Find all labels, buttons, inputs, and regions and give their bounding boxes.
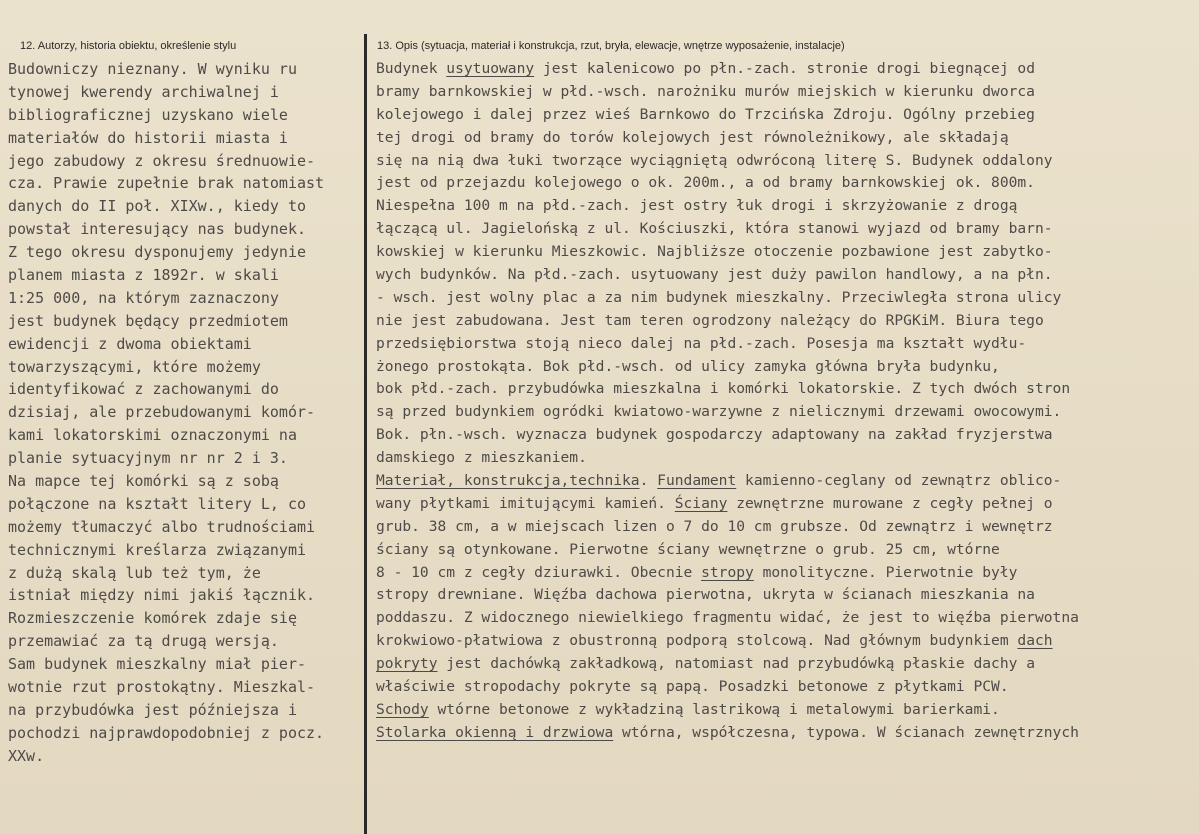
right-column-line bbox=[376, 607, 1198, 630]
text-segment: danych do II poł. XIXw., kiedy to bbox=[8, 197, 307, 216]
left-column-line bbox=[8, 356, 360, 379]
text-segment: połączone na kształt litery L, co bbox=[8, 494, 307, 513]
right-column-line bbox=[376, 310, 1198, 333]
text-segment: kowskiej w kierunku Mieszkowic. Najbliższe otoczenie pozbawione jest zabytko- bbox=[376, 243, 1053, 261]
left-column-line bbox=[8, 562, 360, 585]
text-segment: Budynek bbox=[376, 60, 447, 77]
text-segment: powstał interesujący nas budynek. bbox=[8, 220, 307, 239]
left-column-line bbox=[8, 310, 360, 333]
left-column-line bbox=[8, 58, 360, 81]
text-segment: materiałów do historii miasta i bbox=[8, 128, 288, 147]
text-segment: pochodzi najprawdopodobniej z pocz. bbox=[8, 723, 325, 742]
underlined-heading: dach bbox=[1017, 632, 1053, 650]
text-segment: towarzyszącymi, które możemy bbox=[8, 357, 261, 376]
left-column-header: 12. Autorzy, historia obiektu, określenie stylu bbox=[20, 40, 237, 52]
right-column-line bbox=[376, 584, 1198, 607]
text-segment: wych budynków. Na płd.-zach. usytuowany jest duży pawilon handlowy, a na płn. bbox=[376, 266, 1053, 284]
text-segment: na przybudówka jest późniejsza i bbox=[8, 700, 297, 719]
right-column-line bbox=[376, 287, 1198, 310]
text-segment: przemawiać za tą drugą wersją. bbox=[8, 632, 279, 651]
right-column-line bbox=[376, 356, 1198, 379]
left-column-line bbox=[8, 241, 360, 264]
right-column-line bbox=[376, 378, 1198, 401]
right-column-line bbox=[376, 722, 1198, 745]
text-segment: jest kalenicowo po płn.-zach. stronie drogi biegnącej od bbox=[534, 60, 1035, 77]
right-column-text bbox=[376, 58, 1198, 745]
left-column-line bbox=[8, 264, 360, 287]
text-segment: stropy drewniane. Więźba dachowa pierwotna, ukryta w ścianach mieszkania na bbox=[376, 586, 1035, 604]
right-column-line bbox=[376, 516, 1198, 539]
underlined-heading: usytuowany bbox=[446, 60, 535, 77]
text-segment: identyfikować z zachowanymi do bbox=[8, 380, 279, 399]
underlined-heading: Schody bbox=[376, 700, 429, 718]
left-column-line bbox=[8, 584, 360, 607]
text-segment: dzisiaj, ale przebudowanymi komór- bbox=[8, 403, 316, 422]
left-column-line bbox=[8, 287, 360, 310]
text-segment: grub. 38 cm, a w miejscach lizen o 7 do 10 cm grubsze. Od zewnątrz i wewnętrz bbox=[376, 517, 1053, 535]
underlined-heading: stropy bbox=[701, 563, 754, 581]
right-column-line bbox=[376, 81, 1198, 104]
left-column-line bbox=[8, 195, 360, 218]
text-segment: żonego prostokąta. Bok płd.-wsch. od ulicy zamyka główna bryła budynku, bbox=[376, 357, 1000, 375]
left-column-line bbox=[8, 424, 360, 447]
left-column-line bbox=[8, 104, 360, 127]
underlined-heading: Stolarka okienną i drzwiowa bbox=[376, 723, 614, 741]
right-column-line bbox=[376, 127, 1198, 150]
left-column-line bbox=[8, 699, 360, 722]
left-column-line bbox=[8, 516, 360, 539]
text-segment: kolejowego i dalej przez wieś Barnkowo do Trzcińska Zdroju. Ogólny przebieg bbox=[376, 105, 1035, 123]
right-column-line bbox=[376, 653, 1198, 676]
right-column-line bbox=[376, 447, 1198, 470]
text-segment: wtórna, współczesna, typowa. W ścianach zewnętrznych bbox=[613, 723, 1079, 741]
text-segment: Z tego okresu dysponujemy jedynie bbox=[8, 243, 307, 262]
left-column-line bbox=[8, 150, 360, 173]
left-column-line bbox=[8, 470, 360, 493]
text-segment: z dużą skalą lub też tym, że bbox=[8, 563, 261, 582]
text-segment: jest od przejazdu kolejowego o ok. 200m., a od bramy barnkowskiej ok. 800m. bbox=[376, 174, 1035, 192]
text-segment: - wsch. jest wolny plac a za nim budynek mieszkalny. Przeciwległa strona ulicy bbox=[376, 288, 1062, 306]
left-column-line bbox=[8, 333, 360, 356]
right-column-line bbox=[376, 630, 1198, 653]
right-column-header: 13. Opis (sytuacja, materiał i konstrukcja, rzut, bryła, elewacje, wnętrze wyposażenie, instalacje) bbox=[377, 40, 845, 52]
text-segment: Na mapce tej komórki są z sobą bbox=[8, 472, 279, 491]
text-segment: wany płytkami imitującymi kamień. bbox=[376, 494, 675, 512]
text-segment: tej drogi od bramy do torów kolejowych jest równoleżnikowy, ale składają bbox=[376, 128, 1009, 146]
right-column-line bbox=[376, 241, 1198, 264]
text-segment: planem miasta z 1892r. w skali bbox=[8, 266, 279, 285]
left-column-line bbox=[8, 539, 360, 562]
text-segment: jest budynek będący przedmiotem bbox=[8, 311, 288, 330]
text-segment: Budowniczy nieznany. W wyniku ru bbox=[8, 60, 297, 78]
right-column-line bbox=[376, 218, 1198, 241]
text-segment: damskiego z mieszkaniem. bbox=[376, 449, 587, 467]
right-column-line bbox=[376, 401, 1198, 424]
left-column-line bbox=[8, 607, 360, 630]
left-column-line bbox=[8, 447, 360, 470]
right-column-line bbox=[376, 539, 1198, 562]
text-segment: technicznymi kreślarza związanymi bbox=[8, 540, 307, 559]
right-column-line bbox=[376, 699, 1198, 722]
right-column-line bbox=[376, 150, 1198, 173]
left-column-line bbox=[8, 378, 360, 401]
right-column-line bbox=[376, 424, 1198, 447]
underlined-heading: pokryty bbox=[376, 655, 438, 673]
text-segment: się na nią dwa łuki tworzące wyciągniętą odwróconą literę S. Budynek oddalony bbox=[376, 151, 1053, 169]
right-column-line bbox=[376, 562, 1198, 585]
text-segment: krokwiowo-płatwiowa z obustronną podporą stolcową. Nad głównym budynkiem bbox=[376, 632, 1018, 650]
text-segment: poddaszu. Z widocznego niewielkiego fragmentu widać, że jest to więźba pierwotna bbox=[376, 609, 1079, 627]
text-segment: są przed budynkiem ogródki kwiatowo-warzywne z nielicznymi drzewami owocowymi. bbox=[376, 403, 1062, 421]
left-column-line bbox=[8, 172, 360, 195]
right-column-line bbox=[376, 333, 1198, 356]
left-column-line bbox=[8, 401, 360, 424]
text-segment: 1:25 000, na którym zaznaczony bbox=[8, 288, 279, 307]
left-column-text bbox=[8, 58, 360, 768]
text-segment: 8 - 10 cm z cegły dziurawki. Obecnie bbox=[376, 563, 702, 581]
text-segment: bok płd.-zach. przybudówka mieszkalna i komórki lokatorskie. Z tych dwóch stron bbox=[376, 380, 1071, 398]
left-column-line bbox=[8, 653, 360, 676]
left-column-line bbox=[8, 722, 360, 745]
right-column-line bbox=[376, 58, 1198, 81]
text-segment: ściany są otynkowane. Pierwotne ściany wewnętrzne o grub. 25 cm, wtórne bbox=[376, 540, 1000, 558]
text-segment: cza. Prawie zupełnie brak natomiast bbox=[8, 174, 325, 193]
text-segment: Niespełna 100 m na płd.-zach. jest ostry łuk drogi i skrzyżowanie z drogą bbox=[376, 197, 1018, 215]
text-segment: Rozmieszczenie komórek zdaje się bbox=[8, 609, 297, 628]
left-column-line bbox=[8, 676, 360, 699]
underlined-heading: Ściany bbox=[674, 494, 728, 512]
text-segment: jest dachówką zakładkową, natomiast nad przybudówką płaskie dachy a bbox=[437, 655, 1035, 673]
underlined-heading: Materiał, konstrukcja,technika bbox=[376, 472, 640, 490]
underlined-heading: Fundament bbox=[657, 472, 737, 490]
right-column-line bbox=[376, 470, 1198, 493]
right-column-line bbox=[376, 172, 1198, 195]
text-segment: nie jest zabudowana. Jest tam teren ogrodzony należący do RPGKiM. Biura tego bbox=[376, 311, 1044, 329]
right-column-line bbox=[376, 195, 1198, 218]
right-column-line bbox=[376, 104, 1198, 127]
text-segment: wotnie rzut prostokątny. Mieszkal- bbox=[8, 678, 316, 697]
text-segment: bramy barnkowskiej w płd.-wsch. narożniku murów miejskich w kierunku dworca bbox=[376, 82, 1035, 100]
text-segment: bibliograficznej uzyskano wiele bbox=[8, 105, 288, 124]
left-column-line bbox=[8, 81, 360, 104]
text-segment: kami lokatorskimi oznaczonymi na bbox=[8, 426, 297, 445]
text-segment: łączącą ul. Jagielońską z ul. Kościuszki, która stanowi wyjazd od bramy barn- bbox=[376, 220, 1053, 238]
text-segment: przedsiębiorstwa stoją nieco dalej na płd.-zach. Posesja ma kształt wydłu- bbox=[376, 334, 1027, 352]
right-column-line bbox=[376, 264, 1198, 287]
left-column-line bbox=[8, 218, 360, 241]
left-column-line bbox=[8, 127, 360, 150]
text-segment: jego zabudowy z okresu średnuowie- bbox=[8, 151, 316, 170]
text-segment: ewidencji z dwoma obiektami bbox=[8, 334, 252, 353]
text-segment: . bbox=[639, 472, 658, 490]
text-segment: kamienno-ceglany od zewnątrz oblico- bbox=[736, 472, 1062, 490]
left-column-line bbox=[8, 630, 360, 653]
left-column-line bbox=[8, 493, 360, 516]
right-column-line bbox=[376, 676, 1198, 699]
right-column-line bbox=[376, 493, 1198, 516]
column-divider bbox=[364, 34, 367, 834]
text-segment: istniał między nimi jakiś łącznik. bbox=[8, 586, 316, 605]
text-segment: XXw. bbox=[8, 746, 45, 765]
text-segment: właściwie stropodachy pokryte są papą. Posadzki betonowe z płytkami PCW. bbox=[376, 678, 1009, 696]
text-segment: wtórne betonowe z wykładziną lastrikową i metalowymi barierkami. bbox=[428, 700, 1000, 718]
text-segment: tynowej kwerendy archiwalnej i bbox=[8, 82, 279, 101]
text-segment: monolityczne. Pierwotnie były bbox=[753, 563, 1018, 581]
text-segment: Sam budynek mieszkalny miał pier- bbox=[8, 655, 307, 674]
text-segment: zewnętrzne murowane z cegły pełnej o bbox=[727, 494, 1053, 512]
left-column-line bbox=[8, 745, 360, 768]
text-segment: planie sytuacyjnym nr nr 2 i 3. bbox=[8, 449, 288, 468]
text-segment: możemy tłumaczyć albo trudnościami bbox=[8, 517, 316, 536]
text-segment: Bok. płn.-wsch. wyznacza budynek gospodarczy adaptowany na zakład fryzjerstwa bbox=[376, 426, 1053, 444]
